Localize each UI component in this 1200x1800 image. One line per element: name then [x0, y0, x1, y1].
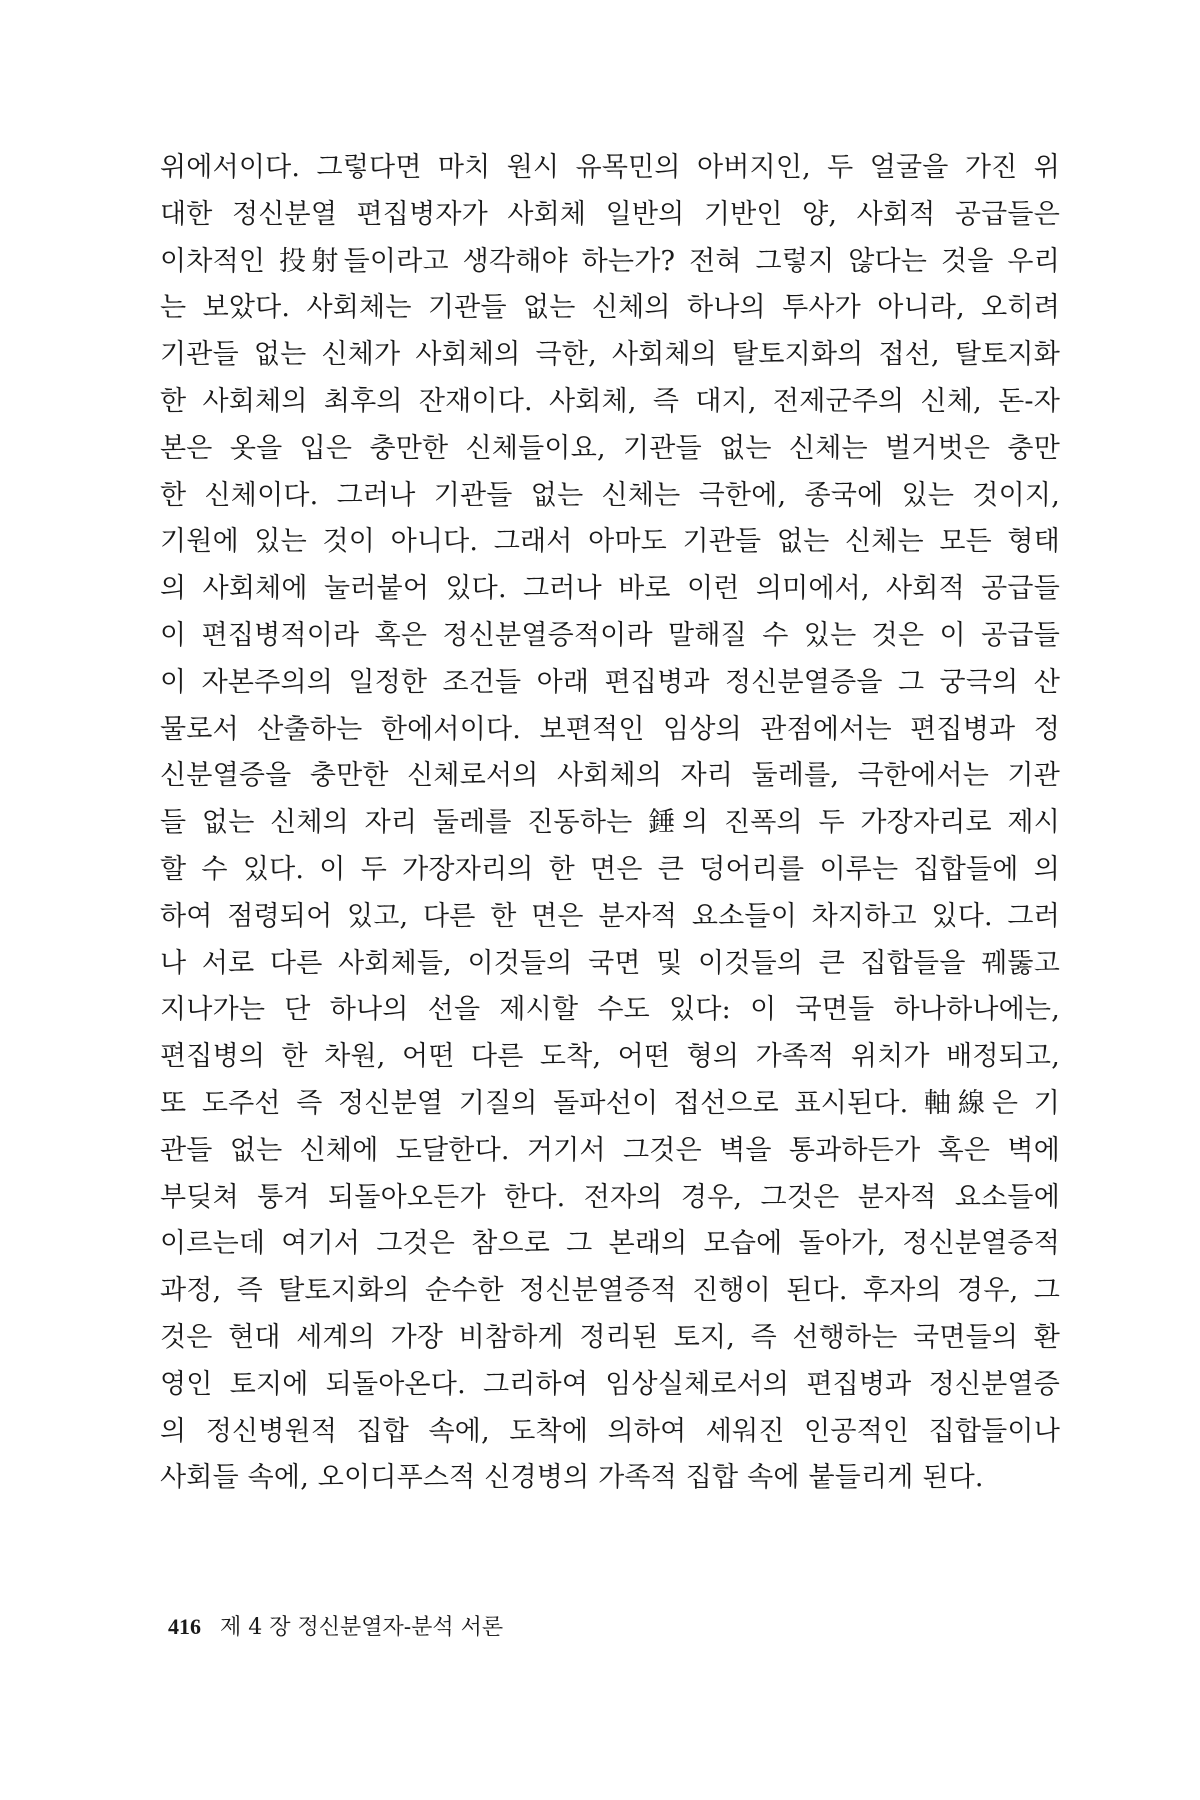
page-footer	[168, 1612, 503, 1643]
text-line: 이 자본주의의 일정한 조건들 아래 편집병과 정신분열증을 그 궁극의 산	[160, 666, 1060, 698]
text-line: 관들 없는 신체에 도달한다. 거기서 그것은 벽을 통과하든가 혹은 벽에	[160, 1134, 1060, 1166]
text-line: 한 신체이다. 그러나 기관들 없는 신체는 극한에, 종국에 있는 것이지,	[160, 479, 1060, 511]
text-line: 영인 토지에 되돌아온다. 그리하여 임상실체로서의 편집병과 정신분열증	[160, 1368, 1060, 1400]
text-line: 사회들 속에, 오이디푸스적 신경병의 가족적 집합 속에 붙들리게 된다.	[160, 1462, 984, 1494]
text-line: 는 보았다. 사회체는 기관들 없는 신체의 하나의 투사가 아니라, 오히려	[160, 292, 1060, 324]
body-text	[160, 145, 1060, 1502]
text-line: 물로서 산출하는 한에서이다. 보편적인 임상의 관점에서는 편집병과 정	[160, 713, 1060, 745]
text-line: 기원에 있는 것이 아니다. 그래서 아마도 기관들 없는 신체는 모든 형태	[160, 526, 1060, 558]
text-line: 이 편집병적이라 혹은 정신분열증적이라 말해질 수 있는 것은 이 공급들	[160, 619, 1060, 651]
text-line: 본은 옷을 입은 충만한 신체들이요, 기관들 없는 신체는 벌거벗은 충만	[160, 432, 1060, 464]
text-line: 의 사회체에 눌러붙어 있다. 그러나 바로 이런 의미에서, 사회적 공급들	[160, 573, 1060, 605]
text-line: 지나가는 단 하나의 선을 제시할 수도 있다: 이 국면들 하나하나에는,	[160, 994, 1060, 1026]
text-line: 기관들 없는 신체가 사회체의 극한, 사회체의 탈토지화의 접선, 탈토지화	[160, 339, 1060, 371]
text-line: 편집병의 한 차원, 어떤 다른 도착, 어떤 형의 가족적 위치가 배정되고,	[160, 1041, 1060, 1073]
text-line: 위에서이다. 그렇다면 마치 원시 유목민의 아버지인, 두 얼굴을 가진 위	[160, 152, 1060, 183]
text-line: 대한 정신분열 편집병자가 사회체 일반의 기반인 양, 사회적 공급들은	[160, 198, 1060, 230]
text-line: 한 사회체의 최후의 잔재이다. 사회체, 즉 대지, 전제군주의 신체, 돈-자	[160, 385, 1060, 417]
text-line: 할 수 있다. 이 두 가장자리의 한 면은 큰 덩어리를 이루는 집합들에 의	[160, 853, 1060, 885]
text-line: 이차적인 投射들이라고 생각해야 하는가? 전혀 그렇지 않다는 것을 우리	[160, 245, 1060, 277]
text-line: 이르는데 여기서 그것은 참으로 그 본래의 모습에 돌아가, 정신분열증적	[160, 1228, 1060, 1260]
page-number: 416	[168, 1614, 201, 1639]
text-line: 신분열증을 충만한 신체로서의 사회체의 자리 둘레를, 극한에서는 기관	[160, 760, 1060, 792]
text-line: 과정, 즉 탈토지화의 순수한 정신분열증적 진행이 된다. 후자의 경우, 그	[160, 1275, 1060, 1307]
chapter-title: 제 4 장 정신분열자-분석 서론	[220, 1615, 504, 1640]
text-line: 또 도주선 즉 정신분열 기질의 돌파선이 접선으로 표시된다. 軸線은 기	[160, 1087, 1060, 1119]
text-line: 하여 점령되어 있고, 다른 한 면은 분자적 요소들이 차지하고 있다. 그러	[160, 900, 1060, 932]
text-line: 것은 현대 세계의 가장 비참하게 정리된 토지, 즉 선행하는 국면들의 환	[160, 1321, 1060, 1353]
text-line: 의 정신병원적 집합 속에, 도착에 의하여 세워진 인공적인 집합들이나	[160, 1415, 1060, 1447]
text-line: 들 없는 신체의 자리 둘레를 진동하는 錘의 진폭의 두 가장자리로 제시	[160, 807, 1060, 839]
text-line: 나 서로 다른 사회체들, 이것들의 국면 및 이것들의 큰 집합들을 꿰뚫고	[160, 947, 1060, 979]
text-line: 부딪쳐 퉁겨 되돌아오든가 한다. 전자의 경우, 그것은 분자적 요소들에	[160, 1181, 1060, 1213]
